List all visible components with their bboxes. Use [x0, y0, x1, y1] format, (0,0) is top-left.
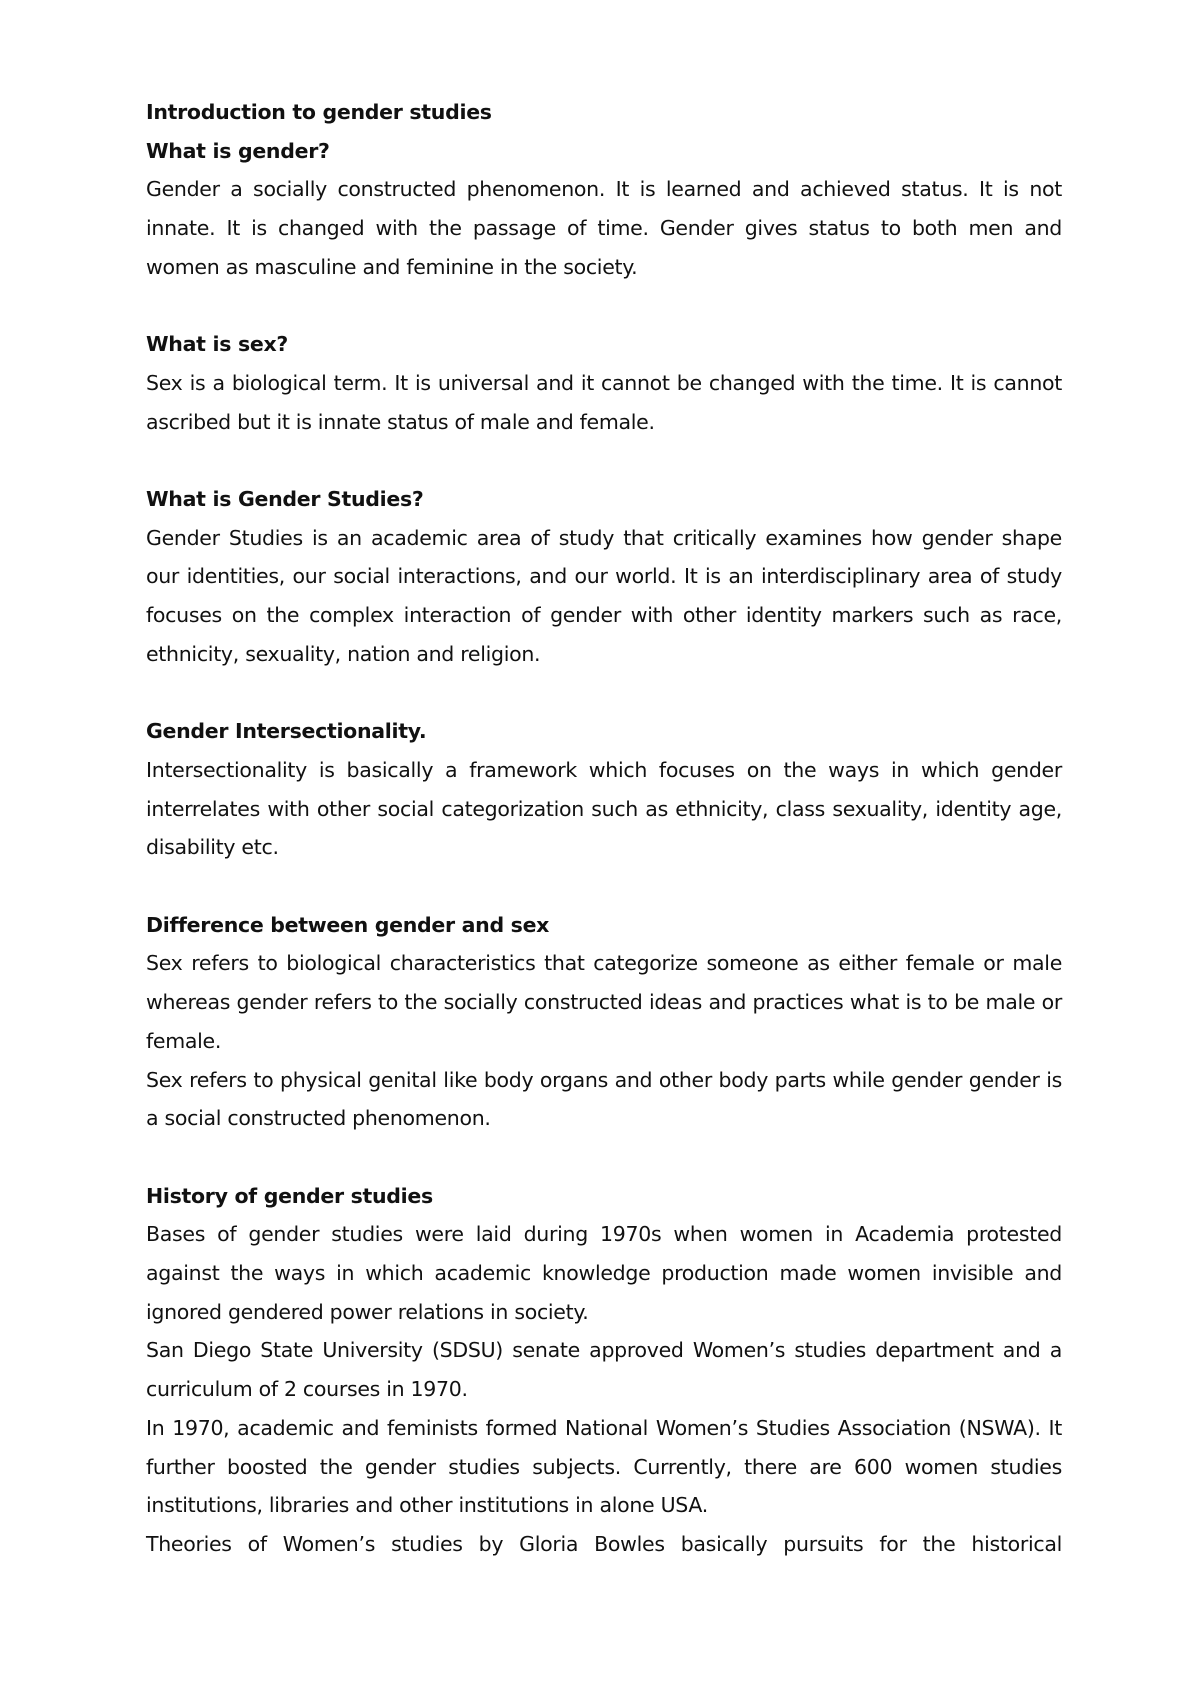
section-heading-gender-intersectionality: Gender Intersectionality. — [146, 719, 427, 744]
paragraph-gap — [146, 674, 1062, 713]
section-paragraph: Sex refers to physical genital like body organs and other body parts while gender gender is a social constructed phenomenon. — [146, 1067, 1062, 1131]
section-heading-history-gender-studies: History of gender studies — [146, 1183, 433, 1208]
section-heading-what-is-gender-studies: What is Gender Studies? — [146, 487, 424, 511]
document-body — [146, 93, 1062, 1564]
section-paragraph: Sex is a biological term. It is universal and it cannot be changed with the time. It is cannot ascribed but it is innate status of male and female. — [146, 370, 1062, 434]
paragraph-gap — [146, 867, 1062, 906]
section-heading-what-is-gender: What is gender? — [146, 138, 330, 163]
paragraph-gap — [146, 287, 1062, 326]
section-paragraph: Gender a socially constructed phenomenon. It is learned and achieved status. It is not innate. It is changed with the passage of time. Gender gives status to both men and women as masculine and feminine in the society. — [146, 177, 1062, 279]
section-heading-what-is-sex: What is sex? — [146, 332, 288, 357]
document-title: Introduction to gender studies — [146, 100, 492, 124]
section-paragraph: Intersectionality is basically a framework which focuses on the ways in which gender interrelates with other social categorization such as ethnicity, class sexuality, identity age, disability etc. — [146, 757, 1062, 860]
paragraph-gap — [146, 1138, 1062, 1177]
paragraph-gap — [146, 441, 1062, 480]
section-paragraph: In 1970, academic and feminists formed National Women’s Studies Association (NSWA). It further boosted the gender studies subjects. Currently, there are 600 women studies institutions, libraries and other institutions in alone USA. — [146, 1415, 1062, 1518]
section-heading-difference-gender-sex: Difference between gender and sex — [146, 912, 550, 937]
section-paragraph: San Diego State University (SDSU) senate approved Women’s studies department and a curriculum of 2 courses in 1970. — [146, 1338, 1062, 1402]
section-paragraph: Bases of gender studies were laid during 1970s when women in Academia protested against the ways in which academic knowledge production made women invisible and ignored gendered power relations in society. — [146, 1222, 1062, 1324]
section-paragraph-continued: Theories of Women’s studies by Gloria Bowles basically pursuits for the historical — [146, 1531, 1062, 1556]
section-paragraph: Gender Studies is an academic area of study that critically examines how gender shape our identities, our social interactions, and our world. It is an interdisciplinary area of study focuses on the complex interaction of gender with other identity markers such as race, ethnicity, sexuality, nation and religion. — [146, 525, 1062, 666]
section-paragraph: Sex refers to biological characteristics that categorize someone as either female or male whereas gender refers to the socially constructed ideas and practices what is to be male or female. — [146, 951, 1062, 1053]
